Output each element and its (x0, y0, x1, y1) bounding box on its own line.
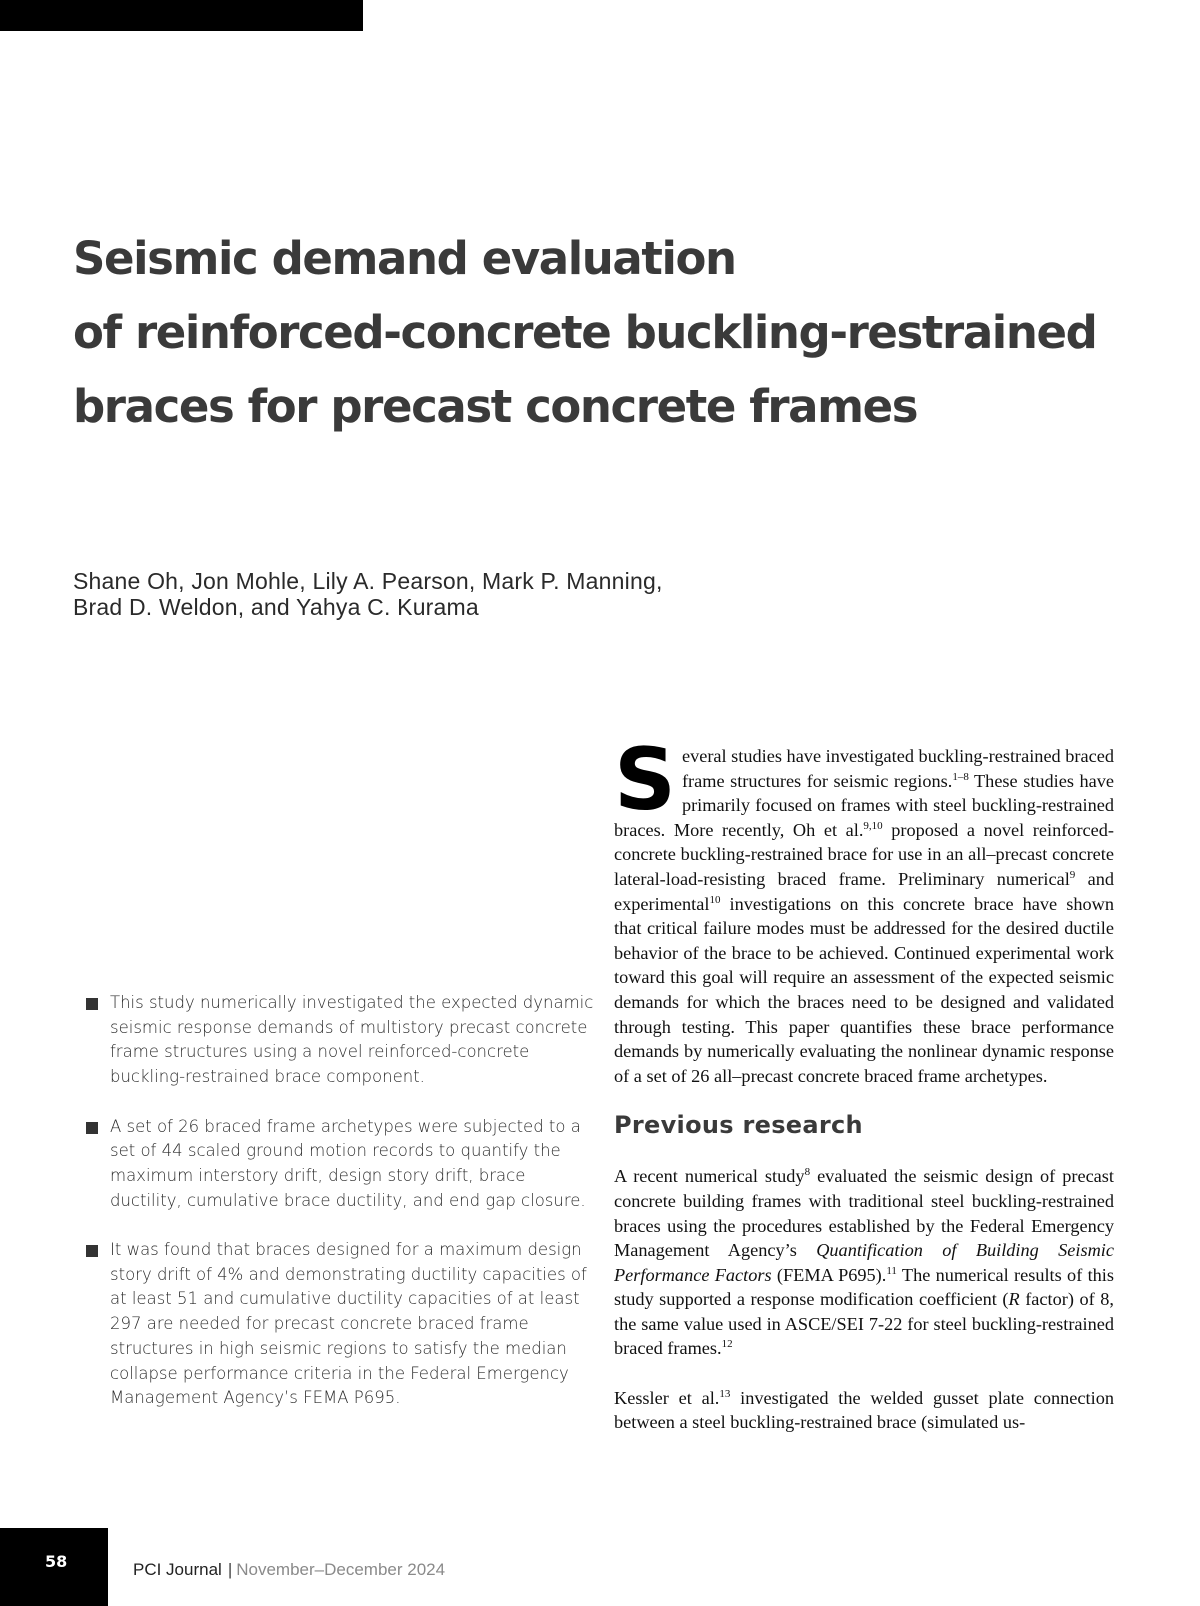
summary-item (86, 1238, 596, 1411)
top-black-bar (0, 0, 363, 31)
variable-symbol: R (1008, 1289, 1020, 1310)
summary-text: It was found that braces designed for a maximum design story drift of 4% and demonstrating ductility capacities of at least 51 and cumulative ductility capacities of at least 297 are needed for precast concrete braced frame structures in high seismic regions to satisfy the median collapse performance criteria in the Federal Emergency Management Agency’s FEMA P695. (110, 1240, 587, 1408)
text-run: These studies have primarily focused on frames with steel buckling-restrained braces. More recently, Oh et al. (614, 770, 1115, 840)
reference-superscript: 12 (721, 1338, 733, 1351)
title-line: of reinforced-concrete buckling-restrained (73, 306, 1097, 359)
text-run: everal studies have investigated buckling-restrained braced frame structures for seismic regions. (681, 746, 1114, 791)
issue-date: November–December 2024 (236, 1560, 446, 1579)
text-run: and experimental (614, 868, 1114, 914)
footer-separator: | (227, 1560, 233, 1579)
text-run: A recent numerical study (614, 1166, 805, 1187)
text-run: Kessler et al. (614, 1387, 720, 1408)
reference-superscript: 11 (886, 1264, 897, 1277)
title-line: braces for precast concrete frames (73, 380, 918, 433)
section-heading: Previous research (614, 1111, 863, 1140)
reference-superscript: 9 (1069, 868, 1076, 881)
article-title (73, 222, 1173, 444)
journal-name: PCI Journal (133, 1560, 222, 1579)
page-number: 58 (45, 1552, 68, 1571)
author-line: Shane Oh, Jon Mohle, Lily A. Pearson, Mark P. Manning, (73, 568, 663, 594)
text-run: The numerical results of this study supported a response modification coefficient ( (614, 1264, 1114, 1310)
title-line: Seismic demand evaluation (73, 232, 736, 285)
intro-paragraph (614, 730, 1115, 1088)
square-bullet-icon (86, 998, 98, 1010)
summary-text: A set of 26 braced frame archetypes were subjected to a set of 44 scaled ground motion records to quantify the maximum interstory drift, design story drift, brace ductility, cumulative brace ductility, and end gap closure. (110, 1116, 586, 1210)
reference-superscript: 1–8 (952, 770, 969, 783)
text-run: factor) of 8, the same value used in ASCE/SEI 7-22 for steel buckling-restrained braced frames. (614, 1289, 1114, 1359)
square-bullet-icon (86, 1245, 98, 1257)
reference-superscript: 13 (719, 1387, 731, 1400)
reference-superscript: 8 (804, 1166, 811, 1179)
reference-superscript: 10 (709, 893, 721, 906)
text-run: investigations on this concrete brace have shown that critical failure modes must be addressed for the desired ductile behavior of the brace to be achieved. Continued experimental work toward this goal will require an assessment of the expected seismic demands for which the braces need to be designed and validated through testing. This paper quantifies these brace performance demands by numerically evaluating the nonlinear dynamic response of a set of 26 all–precast concrete braced frame archetypes. (614, 893, 1114, 1086)
reference-superscript: 9,10 (863, 819, 883, 832)
author-list (73, 568, 833, 620)
square-bullet-icon (86, 1122, 98, 1134)
summary-bullets (86, 991, 596, 1436)
text-run: (FEMA P695). (771, 1264, 887, 1285)
running-footer (133, 1560, 445, 1580)
publication-title: Quantification of Building Seismic Performance Factors (614, 1240, 1114, 1285)
author-line: Brad D. Weldon, and Yahya C. Kurama (73, 594, 479, 620)
summary-item (86, 1115, 596, 1214)
body-paragraph (614, 1386, 1114, 1435)
text-run: investigated the welded gusset plate connection between a steel buckling-restrained brace (simulated us- (614, 1387, 1114, 1433)
drop-cap: S (614, 730, 676, 830)
text-run: evaluated the seismic design of precast concrete building frames with traditional steel buckling-restrained braces using the procedures established by the Federal Emergency Management Agency’s (614, 1166, 1114, 1261)
body-paragraph (614, 1164, 1114, 1361)
body-column (614, 730, 1115, 1435)
page-number-box (0, 1528, 108, 1606)
summary-text: This study numerically investigated the expected dynamic seismic response demands of multistory precast concrete frame structures using a novel reinforced-concrete buckling-restrained brace component. (110, 993, 594, 1087)
summary-item (86, 991, 596, 1090)
text-run: proposed a novel reinforced-concrete buckling-restrained brace for use in an all–precast concrete lateral-load-resisting braced frame. Preliminary numerical (614, 819, 1114, 889)
